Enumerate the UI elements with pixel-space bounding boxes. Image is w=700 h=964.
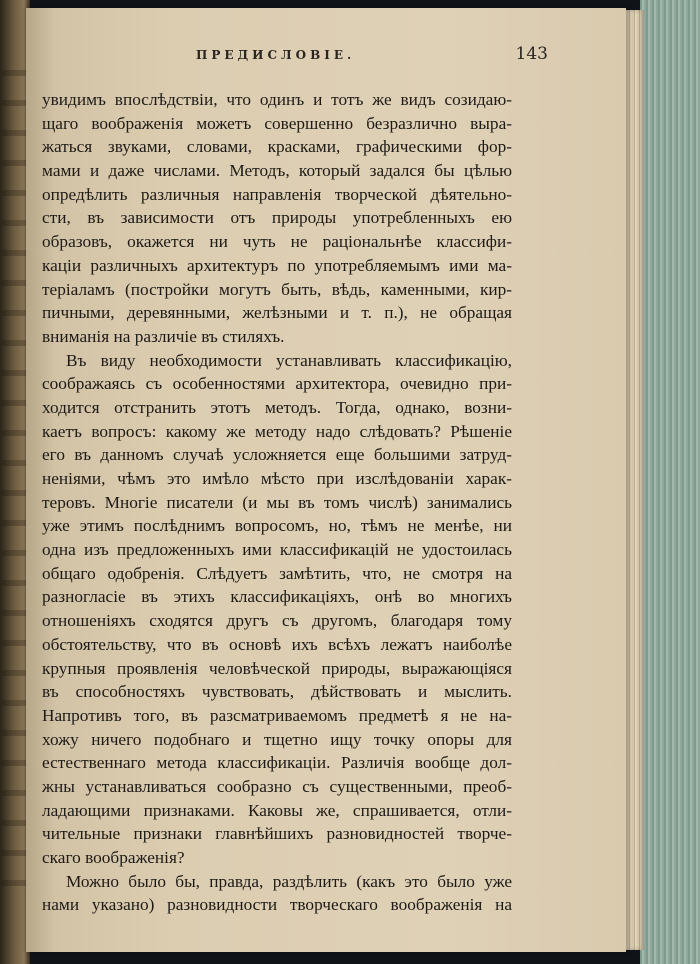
- text-line: сти, въ зависимости отъ природы употребленныхъ ею: [42, 208, 512, 228]
- text-line: соображаясь съ особенностями архитектора, очевидно при-: [42, 374, 512, 394]
- text-line: щаго воображенія можетъ совершенно безразлично выра-: [42, 113, 512, 133]
- text-line: чительные признаки главнѣйшихъ разновидностей творче-: [42, 824, 512, 844]
- page-number: 143: [515, 44, 548, 64]
- text-line: его въ данномъ случаѣ усложняется еще большими затруд-: [42, 445, 512, 465]
- text-line: хожу ничего подобнаго и тщетно ищу точку опоры для: [42, 729, 512, 749]
- text-line: разногласіе въ этихъ классификаціяхъ, онѣ во многихъ: [42, 587, 512, 607]
- paragraph: [42, 88, 512, 349]
- text-line: ладающими признаками. Каковы же, спрашивается, отли-: [42, 800, 512, 820]
- text-line: Можно было бы, правда, раздѣлить (какъ это было уже: [66, 871, 512, 891]
- text-line: нами указано) разновидности творческаго воображенія на: [42, 895, 512, 915]
- text-line: общаго одобренія. Слѣдуетъ замѣтить, что, не смотря на: [42, 563, 512, 583]
- paragraph: [42, 870, 512, 917]
- text-line: жны устанавливаться сообразно съ существенными, преоб-: [42, 776, 512, 796]
- text-line: увидимъ впослѣдствіи, что одинъ и тотъ же видъ созидаю-: [42, 90, 512, 109]
- text-line: Въ виду необходимости устанавливать классификацію,: [66, 350, 512, 370]
- text-line: теріаламъ (постройки могутъ быть, вѣдь, каменными, кир-: [42, 279, 512, 299]
- book-cover-edge: [640, 0, 700, 964]
- text-line: отношеніяхъ сходятся другъ съ другомъ, благодаря тому: [42, 611, 512, 631]
- running-title: ПРЕДИСЛОВІЕ.: [196, 48, 356, 62]
- text-line: крупныя проявленія человѣческой природы, выражающіяся: [42, 658, 512, 678]
- text-line: уже этимъ послѣднимъ вопросомъ, но, тѣмъ не менѣе, ни: [42, 516, 512, 536]
- text-line: одна изъ предложенныхъ ими классификацій не удостоилась: [42, 540, 512, 560]
- text-line: въ способностяхъ чувствовать, дѣйствовать и мыслить.: [42, 682, 512, 702]
- text-line: пичными, деревянными, желѣзными и т. п.), не обращая: [42, 303, 512, 323]
- text-line: теровъ. Многіе писатели (и мы въ томъ числѣ) занимались: [42, 492, 512, 512]
- text-line: жаться звуками, словами, красками, графическими фор-: [42, 137, 512, 157]
- text-line: ходится отстранить этотъ методъ. Тогда, однако, возни-: [42, 397, 512, 417]
- text-line: вниманія на различіе въ стиляхъ.: [42, 326, 285, 346]
- page-body-text: [42, 88, 512, 917]
- text-line: образовъ, окажется ни чуть не раціональнѣе классифи-: [42, 232, 512, 252]
- text-line: каціи различныхъ архитектуръ по употребляемымъ ими ма-: [42, 255, 512, 275]
- text-line: скаго воображенія?: [42, 848, 185, 867]
- text-line: естественнаго метода классификаціи. Различія вообще дол-: [42, 753, 512, 773]
- text-line: мами и даже числами. Методъ, который задался бы цѣлью: [42, 161, 512, 181]
- book-page: [26, 8, 626, 952]
- text-line: неніями, чѣмъ это имѣло мѣсто при изслѣдованіи харак-: [42, 469, 512, 488]
- previous-page-text-fragment: [2, 70, 26, 910]
- text-line: обстоятельству, что въ основѣ ихъ всѣхъ лежатъ наиболѣе: [42, 634, 512, 654]
- paragraph: [42, 349, 512, 870]
- text-line: опредѣлить различныя направленія творческой дѣятельно-: [42, 184, 512, 204]
- text-line: каетъ вопросъ: какому же методу надо слѣдовать? Рѣшеніе: [42, 421, 512, 441]
- text-line: Напротивъ того, въ разсматриваемомъ предметѣ я не на-: [42, 705, 512, 725]
